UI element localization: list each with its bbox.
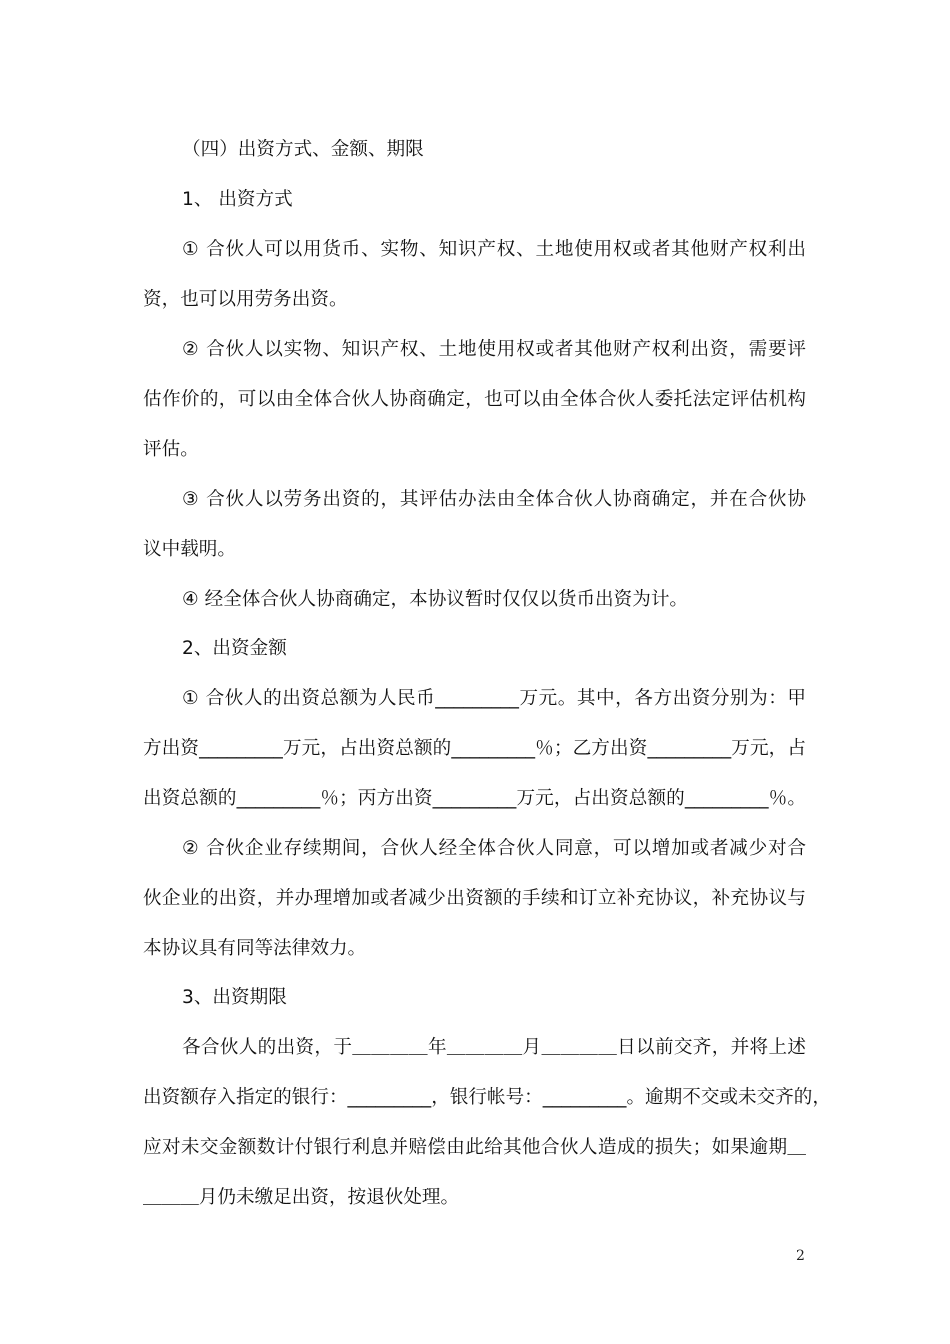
paragraph-line: 评估。 [143,439,199,460]
paragraph-line: 方出资_________万元，占出资总额的_________％；乙方出资_________万元，占 [143,738,806,759]
paragraph-line: 伙企业的出资，并办理增加或者减少出资额的手续和订立补充协议，补充协议与 [143,888,806,909]
paragraph-line: ＿＿＿月仍未缴足出资，按退伙处理。 [143,1187,460,1208]
subsection-heading: 3、出资期限 [182,987,287,1008]
page-number: 2 [796,1248,805,1264]
paragraph-line: 本协议具有同等法律效力。 [143,938,367,959]
paragraph-line: ② 合伙企业存续期间，合伙人经全体合伙人同意，可以增加或者减少对合 [182,838,806,859]
subsection-heading: 1、 出资方式 [182,189,293,210]
paragraph-line: 应对未交金额数计付银行利息并赔偿由此给其他合伙人造成的损失；如果逾期＿ [143,1137,806,1158]
paragraph-line: ② 合伙人以实物、知识产权、土地使用权或者其他财产权利出资，需要评 [182,339,806,360]
subsection-heading: 2、出资金额 [182,638,287,659]
paragraph-line: ① 合伙人的出资总额为人民币_________万元。其中，各方出资分别为：甲 [182,688,806,709]
paragraph-line: 出资额存入指定的银行：_________，银行帐号：_________。逾期不交或未交齐的， [143,1087,831,1108]
paragraph-line: 估作价的，可以由全体合伙人协商确定，也可以由全体合伙人委托法定评估机构 [143,389,806,410]
paragraph-line: 各合伙人的出资，于＿＿＿＿年＿＿＿＿月＿＿＿＿日以前交齐，并将上述 [182,1037,806,1058]
paragraph-line: 议中载明。 [143,539,236,560]
paragraph-line: ④ 经全体合伙人协商确定，本协议暂时仅仅以货币出资为计。 [182,589,689,610]
paragraph-line: ③ 合伙人以劳务出资的，其评估办法由全体合伙人协商确定，并在合伙协 [182,489,806,510]
paragraph-line: 资，也可以用劳务出资。 [143,289,348,310]
paragraph-line: 出资总额的_________％；丙方出资_________万元，占出资总额的_________％。 [143,788,806,809]
paragraph-line: ① 合伙人可以用货币、实物、知识产权、土地使用权或者其他财产权利出 [182,239,806,260]
section-heading: （四）出资方式、金额、期限 [182,139,424,160]
